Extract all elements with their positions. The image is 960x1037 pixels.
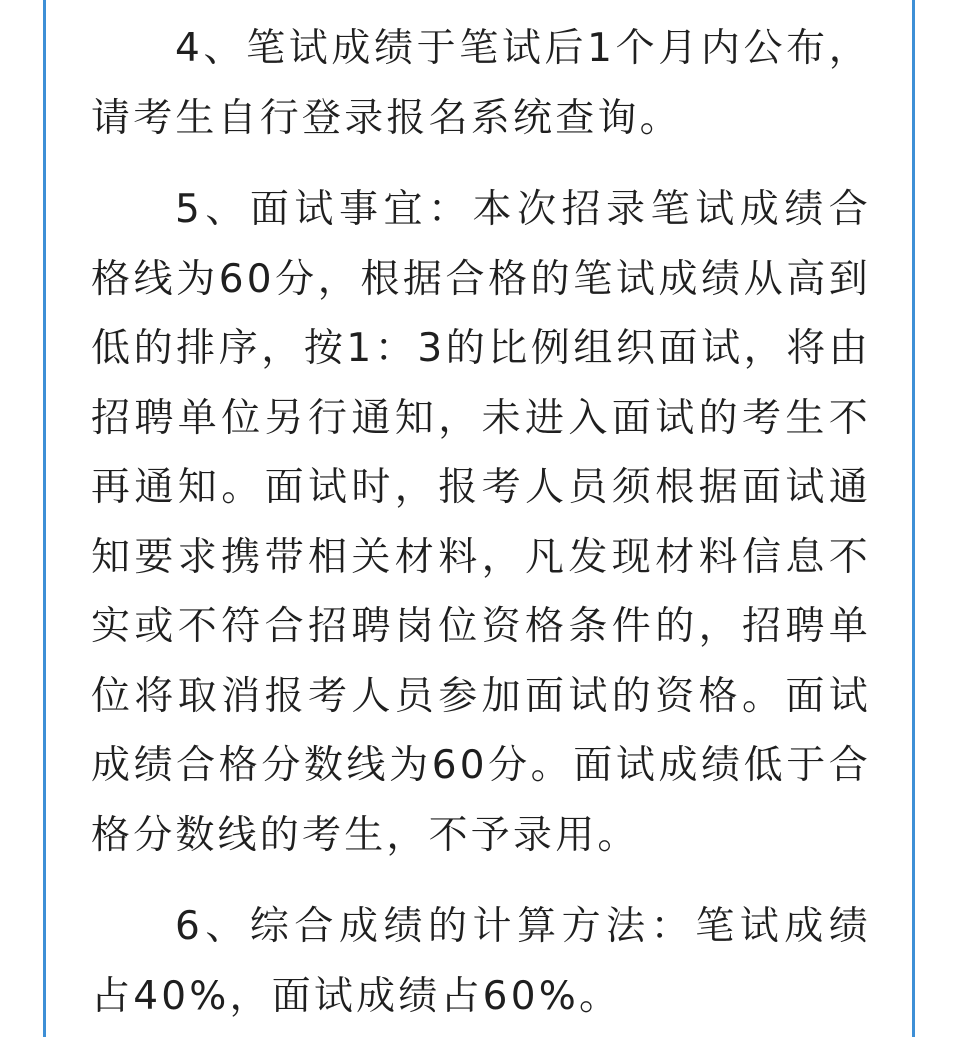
left-border-line [43, 0, 46, 1037]
paragraph-gap [91, 153, 871, 175]
paragraph-interview-details: 5、面试事宜：本次招录笔试成绩合格线为60分，根据合格的笔试成绩从高到低的排序，按1：3的比例组织面试，将由招聘单位另行通知，未进入面试的考生不再通知。面试时，报考人员须根据面试通知要求携带相关材料，凡发现材料信息不实或不符合招聘岗位资格条件的，招聘单位将取消报考人员参加面试的资格。面试成绩合格分数线为60分。面试成绩低于合格分数线的考生，不予录用。 [91, 187, 871, 858]
document-content [91, 14, 871, 1031]
paragraph-score-publication: 4、笔试成绩于笔试后1个月内公布，请考生自行登录报名系统查询。 [91, 26, 871, 141]
paragraph-score-calculation: 6、综合成绩的计算方法：笔试成绩占40%，面试成绩占60%。 [91, 904, 871, 1019]
paragraph-gap [91, 870, 871, 892]
right-border-line [912, 0, 915, 1037]
